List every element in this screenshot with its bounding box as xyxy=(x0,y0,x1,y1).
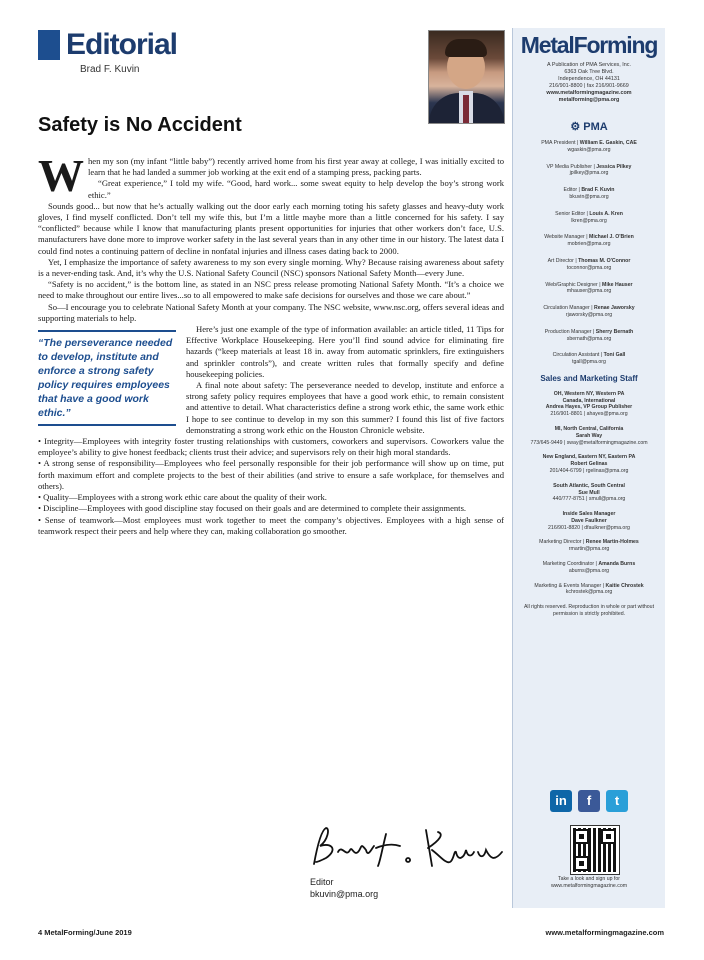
staff-item: Editor | Brad F. Kuvin bkuvin@pma.org xyxy=(563,187,615,200)
staff-list xyxy=(517,140,661,618)
paragraph-6: So—I encourage you to celebrate National Safety Month at your company. The NSC website, www.nsc.org, offers several ideas and supporting materials to help. xyxy=(38,301,504,323)
paragraph-8: A final note about safety: The perseverance needed to develop, institute and enforce a strong safety policy requires employees that have a good work ethic, to remain consistent and attentive to detail. What characteristics define a strong work ethic, the same work ethic I hope to see continue to develop in my son this summer? I found this list of five factors demonstrating a strong work ethic on the Houston Chronicle website. xyxy=(186,380,504,435)
bullet-discipline: • Discipline—Employees with good discipline stay focused on their goals and are determined to complete their assignments. xyxy=(38,503,467,514)
rights-note: All rights reserved. Reproduction in whole or part without permission is strictly prohibited. xyxy=(523,604,655,618)
sales-item: Marketing Director | Renee Martin-Holmes rmartin@pma.org xyxy=(539,539,639,553)
bullet-quality: • Quality—Employees with a strong work ethic care about the quality of their work. xyxy=(38,492,327,503)
sales-staff-heading: Sales and Marketing Staff xyxy=(540,373,638,383)
section-author: Brad F. Kuvin xyxy=(80,64,140,75)
facebook-icon[interactable]: f xyxy=(578,790,600,812)
staff-item: Art Director | Thomas M. O'Connor toconnor@pma.org xyxy=(547,257,631,271)
editor-signature xyxy=(308,822,508,874)
masthead-sidebar xyxy=(512,28,665,908)
staff-item: VP Media Publisher | Jessica Pilkey jpilkey@pma.org xyxy=(546,163,632,177)
author-photo xyxy=(428,30,505,124)
staff-item: Web/Graphic Designer | Mike Hauser mhauser@pma.org xyxy=(545,281,633,295)
staff-item: Production Manager | Sherry Bernath sbernath@pma.org xyxy=(544,328,634,342)
footer-url[interactable]: www.metalformingmagazine.com xyxy=(545,928,664,937)
paragraph-3: Sounds good... but now that he’s actually walking out the door early each morning toting his safety glasses and heavy-duty work gloves, I find myself conflicted. Don’t tell my wife this, but I’m a little maybe more than a little concerned for his safety. I say “conflicted” because while I know that manufacturing plants present opportunities for injuries that other workers don’t face, U.S. manufacturers have done more to improve worker safety in the last several years than in any other time in our history. The latest data I could find notes a continuing pattern of decline in nonfatal injuries and illness cases dating back to 2000. xyxy=(38,200,504,256)
sales-item: New England, Eastern NY, Eastern PA Robert Gelinas 201/404-6799 | rgelinas@pma.org xyxy=(542,454,636,474)
editor-email[interactable]: bkuvin@pma.org xyxy=(310,889,379,899)
bullet-teamwork: • Sense of teamwork—Most employees must work together to meet the company’s objectives. Employees with a high sense of teamwork respect their peers and help where they can, making collaboration go smoother. xyxy=(38,514,504,536)
pull-quote: “The perseverance needed to develop, institute and enforce a strong safety policy requires employees that have a good work ethic.” xyxy=(38,330,176,426)
qr-code[interactable] xyxy=(571,826,619,874)
signature-block xyxy=(310,876,378,900)
publisher-address: A Publication of PMA Services, Inc. 6363 Oak Tree Blvd. Independence, OH 44131 216/901-8800 | fax 216/901-9669 www.metalformingmagazine.com metalforming@pma.org xyxy=(546,62,632,103)
staff-item: Website Manager | Michael J. O'Brien mobrien@pma.org xyxy=(544,234,634,248)
staff-item: Circulation Assistant | Toni Gall tgall@pma.org xyxy=(552,352,626,366)
paragraph-7: Here’s just one example of the type of information available: an article titled, 11 Tips for Effective Workplace Housekeeping. Here you’ll find sound advice for eliminating fire hazards (“keep materials at least 18 in. away from automatic sprinklers, fire extinguishers and sprinkler controls”), and create written rules that formally specify and define housekeeping policies. xyxy=(186,324,504,379)
linkedin-icon[interactable]: in xyxy=(550,790,572,812)
sales-item: MI, North Central, California Sarah Way 773/645-9449 | sway@metalformingmagazine.com xyxy=(530,425,648,446)
paragraph-4: Yet, I emphasize the importance of safety awareness to my son every single morning. Why? Because raising awareness about safety is a never-ending task. And, it’s why the U.S. National Safety Council (NSC) sponsors National Safety Month—every June. xyxy=(38,256,504,279)
sales-item: OH, Western NY, Western PA Canada, International Andrea Hayes, VP Group Publisher 216/901-8801 | ahayes@pma.org xyxy=(545,390,633,418)
sales-item: South Atlantic, South Central Sue Mull 440/777-8751 | smull@pma.org xyxy=(552,482,626,503)
svg-text:Brad F. Kuvin: Brad F. Kuvin xyxy=(308,822,314,823)
twitter-icon[interactable]: t xyxy=(606,790,628,812)
qr-caption: Take a look and sign up for www.metalformingmagazine.com xyxy=(550,876,628,889)
staff-item: Senior Editor | Louis A. Kren lkren@pma.org xyxy=(555,210,623,224)
footer-page-info: 4 MetalForming/June 2019 xyxy=(38,928,132,937)
pma-logo: ⚙ PMA xyxy=(570,121,608,133)
staff-item: PMA President | William E. Gaskin, CAE wgaskin@pma.org xyxy=(541,140,637,153)
bullet-integrity: • Integrity—Employees with integrity foster trusting relationships with customers, coworkers and supervisors. Coworkers value the employee’s ability to give honest feedback; clients trust their advice; and supervisors rely on their high moral standards. xyxy=(38,436,504,458)
staff-item: Circulation Manager | Renae Jaworsky rjaworsky@pma.org xyxy=(543,305,635,318)
drop-cap: W xyxy=(38,150,84,201)
article-headline: Safety is No Accident xyxy=(38,114,242,136)
section-color-block xyxy=(38,30,60,60)
paragraph-1: When my son (my infant “little baby”) recently arrived home from his first year away at college, I was initially excited to learn that he had landed a summer job working at the exit end of a stamping press, packing parts. xyxy=(38,150,504,201)
sales-item: Marketing Coordinator | Amanda Burns aburns@pma.org xyxy=(542,561,636,574)
article-body xyxy=(38,150,504,537)
sales-list xyxy=(517,391,661,597)
section-title: Editorial xyxy=(66,28,178,61)
sales-item: Marketing & Events Manager | Kaitie Chrostek kchrostek@pma.org xyxy=(534,582,644,596)
bullet-responsibility: • A strong sense of responsibility—Employees who feel personally responsible for their job performance will show up on time, put forth maximum effort and complete projects to the best of their abilities (and strive to ensure a safe workplace, for themselves and others). xyxy=(38,458,504,491)
sales-item: Inside Sales Manager Dave Faulkner 216/901-8820 | dfaulkner@pma.org xyxy=(548,511,630,531)
paragraph-5: “Safety is no accident,” is the bottom line, as stated in an NSC press release promoting National Safety Month. “It’s a choice we need to make throughout our entire lives...so to all empowered to make safe decisions for ourselves and those we care about.” xyxy=(38,279,504,301)
editor-title: Editor xyxy=(310,877,334,887)
social-links xyxy=(550,790,630,814)
paragraph-2: “Great experience,” I told my wife. “Good, hard work... some sweat equity to help develop the boy’s strong work ethic.” xyxy=(88,178,504,200)
metalforming-logo: MetalForming xyxy=(520,32,658,58)
